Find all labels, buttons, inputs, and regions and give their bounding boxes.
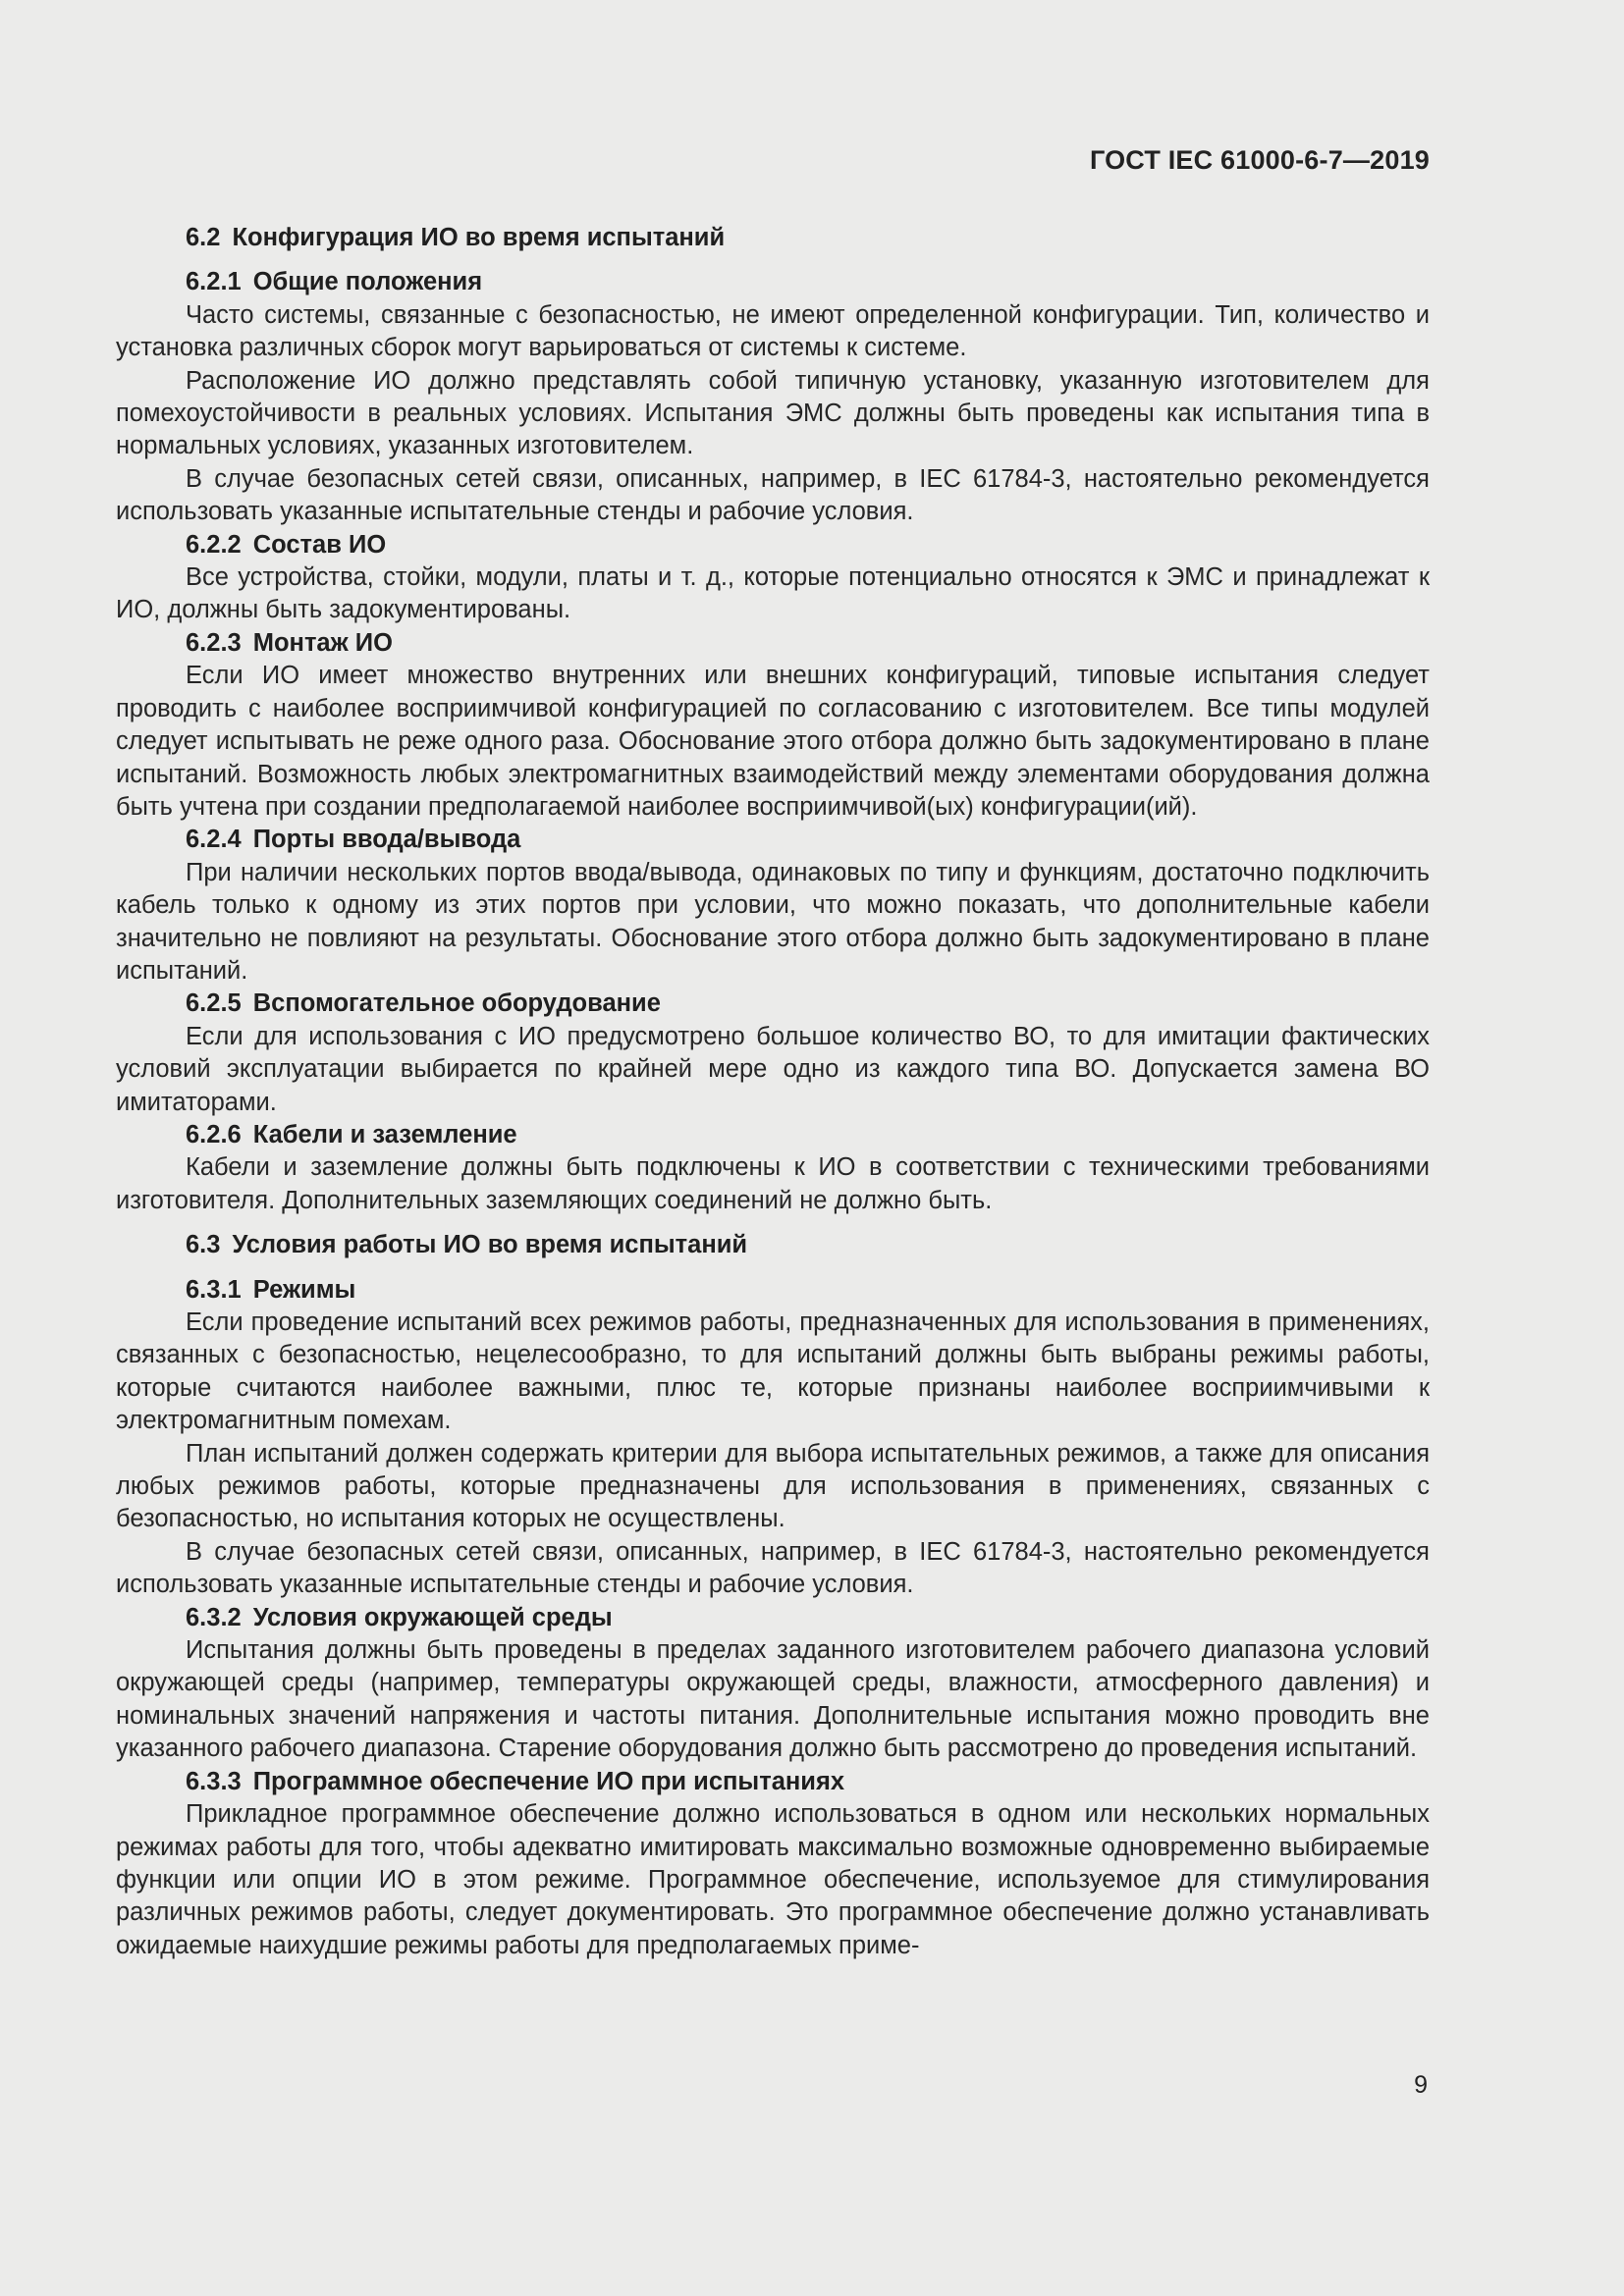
document-body bbox=[116, 222, 1430, 1962]
section-number: 6.3.2 bbox=[186, 1603, 242, 1631]
section-heading-6-3 bbox=[116, 1229, 1430, 1261]
document-code-header: ГОСТ IEC 61000-6-7—2019 bbox=[1089, 145, 1430, 175]
paragraph: Если для использования с ИО предусмотрено большое количество ВО, то для имитации фактических условий эксплуатации выбирается по крайней мере одно из каждого типа ВО. Допускается замена ВО имитаторами. bbox=[116, 1022, 1430, 1116]
section-heading-6-2-2 bbox=[116, 529, 1430, 561]
section-title: Порты ввода/вывода bbox=[252, 826, 521, 854]
paragraph: В случае безопасных сетей связи, описанных, например, в IEC 61784-3, настоятельно рекомендуется использовать указанные испытательные стенды и рабочие условия. bbox=[116, 1537, 1430, 1599]
section-number: 6.2.2 bbox=[186, 530, 242, 559]
paragraph: Испытания должны быть проведены в пределах заданного изготовителем рабочего диапазона условий окружающей среды (например, температуры окружающей среды, влажности, атмосферного давления) и номинальных значений напряжения и частоты питания. Дополнительные испытания можно проводить вне указанного рабочего диапазона. Старение оборудования должно быть рассмотрено до проведения испытаний. bbox=[116, 1636, 1430, 1763]
section-heading-6-3-3 bbox=[116, 1766, 1430, 1798]
section-title: Конфигурация ИО во время испытаний bbox=[232, 224, 726, 251]
section-title: Условия окружающей среды bbox=[252, 1603, 613, 1631]
paragraph: Кабели и заземление должны быть подключены к ИО в соответствии с техническими требованиями изготовителя. Дополнительных заземляющих соединений не должно быть. bbox=[116, 1153, 1430, 1214]
section-heading-6-2-1 bbox=[116, 266, 1430, 298]
section-number: 6.2.5 bbox=[186, 989, 242, 1018]
paragraph: Все устройства, стойки, модули, платы и т. д., которые потенциально относятся к ЭМС и принадлежат к ИО, должны быть задокументированы. bbox=[116, 563, 1430, 624]
paragraph: Расположение ИО должно представлять собой типичную установку, указанную изготовителем для помехоустойчивости в реальных условиях. Испытания ЭМС должны быть проведены как испытания типа в нормальных условиях, указанных изготовителем. bbox=[116, 366, 1430, 460]
section-title: Программное обеспечение ИО при испытаниях bbox=[252, 1767, 845, 1795]
paragraph: План испытаний должен содержать критерии для выбора испытательных режимов, а также для описания любых режимов работы, которые предназначены для использования в применениях, связанных с безопасностью, но испытания которых не осуществлены. bbox=[116, 1439, 1430, 1533]
paragraph: При наличии нескольких портов ввода/вывода, одинаковых по типу и функциям, достаточно подключить кабель только к одному из этих портов при условии, что можно показать, что дополнительные кабели значительно не повлияют на результаты. Обоснование этого отбора должно быть задокументировано в плане испытаний. bbox=[116, 858, 1430, 985]
section-number: 6.2.4 bbox=[186, 826, 242, 854]
section-number: 6.3 bbox=[186, 1231, 221, 1259]
section-number: 6.2 bbox=[186, 224, 221, 251]
section-title: Состав ИО bbox=[252, 530, 387, 559]
section-title: Кабели и заземление bbox=[252, 1120, 517, 1148]
paragraph: Если ИО имеет множество внутренних или внешних конфигураций, типовые испытания следует проводить с наиболее восприимчивой конфигурацией по согласованию с изготовителем. Все типы модулей следует испытывать не реже одного раза. Обоснование этого отбора должно быть задокументировано в плане испытаний. Возможность любых электромагнитных взаимодействий между элементами оборудования должна быть учтена при создании предполагаемой наиболее восприимчивой(ых) конфигурации(ий). bbox=[116, 662, 1430, 821]
section-heading-6-2 bbox=[116, 222, 1430, 254]
section-number: 6.3.1 bbox=[186, 1275, 242, 1304]
section-title: Общие положения bbox=[252, 268, 483, 296]
section-number: 6.2.3 bbox=[186, 628, 242, 657]
section-title: Режимы bbox=[252, 1275, 356, 1304]
paragraph: Если проведение испытаний всех режимов работы, предназначенных для использования в применениях, связанных с безопасностью, нецелесообразно, то для испытаний должны быть выбраны режимы работы, которые считаются наиболее важными, плюс те, которые признаны наиболее восприимчивыми к электромагнитным помехам. bbox=[116, 1308, 1430, 1435]
section-title: Условия работы ИО во время испытаний bbox=[232, 1231, 748, 1259]
section-heading-6-2-4 bbox=[116, 824, 1430, 856]
paragraph: Часто системы, связанные с безопасностью, не имеют определенной конфигурации. Тип, количество и установка различных сборок могут варьироваться от системы к системе. bbox=[116, 300, 1430, 362]
section-number: 6.2.6 bbox=[186, 1120, 242, 1148]
paragraph: Прикладное программное обеспечение должно использоваться в одном или нескольких нормальных режимах работы для того, чтобы адекватно имитировать максимально возможные одновременно выбираемые функции или опции ИО в этом режиме. Программное обеспечение, используемое для стимулирования различных режимов работы, следует документировать. Это программное обеспечение должно устанавливать ожидаемые наихудшие режимы работы для предполагаемых приме- bbox=[116, 1800, 1430, 1959]
section-number: 6.2.1 bbox=[186, 268, 242, 296]
section-heading-6-3-1 bbox=[116, 1274, 1430, 1307]
section-heading-6-2-6 bbox=[116, 1119, 1430, 1151]
section-title: Монтаж ИО bbox=[252, 628, 393, 657]
section-heading-6-3-2 bbox=[116, 1602, 1430, 1634]
paragraph: В случае безопасных сетей связи, описанных, например, в IEC 61784-3, настоятельно рекомендуется использовать указанные испытательные стенды и рабочие условия. bbox=[116, 464, 1430, 526]
section-number: 6.3.3 bbox=[186, 1767, 242, 1795]
section-title: Вспомогательное оборудование bbox=[252, 989, 661, 1018]
page-number: 9 bbox=[1414, 2071, 1428, 2099]
section-heading-6-2-3 bbox=[116, 627, 1430, 660]
section-heading-6-2-5 bbox=[116, 988, 1430, 1020]
